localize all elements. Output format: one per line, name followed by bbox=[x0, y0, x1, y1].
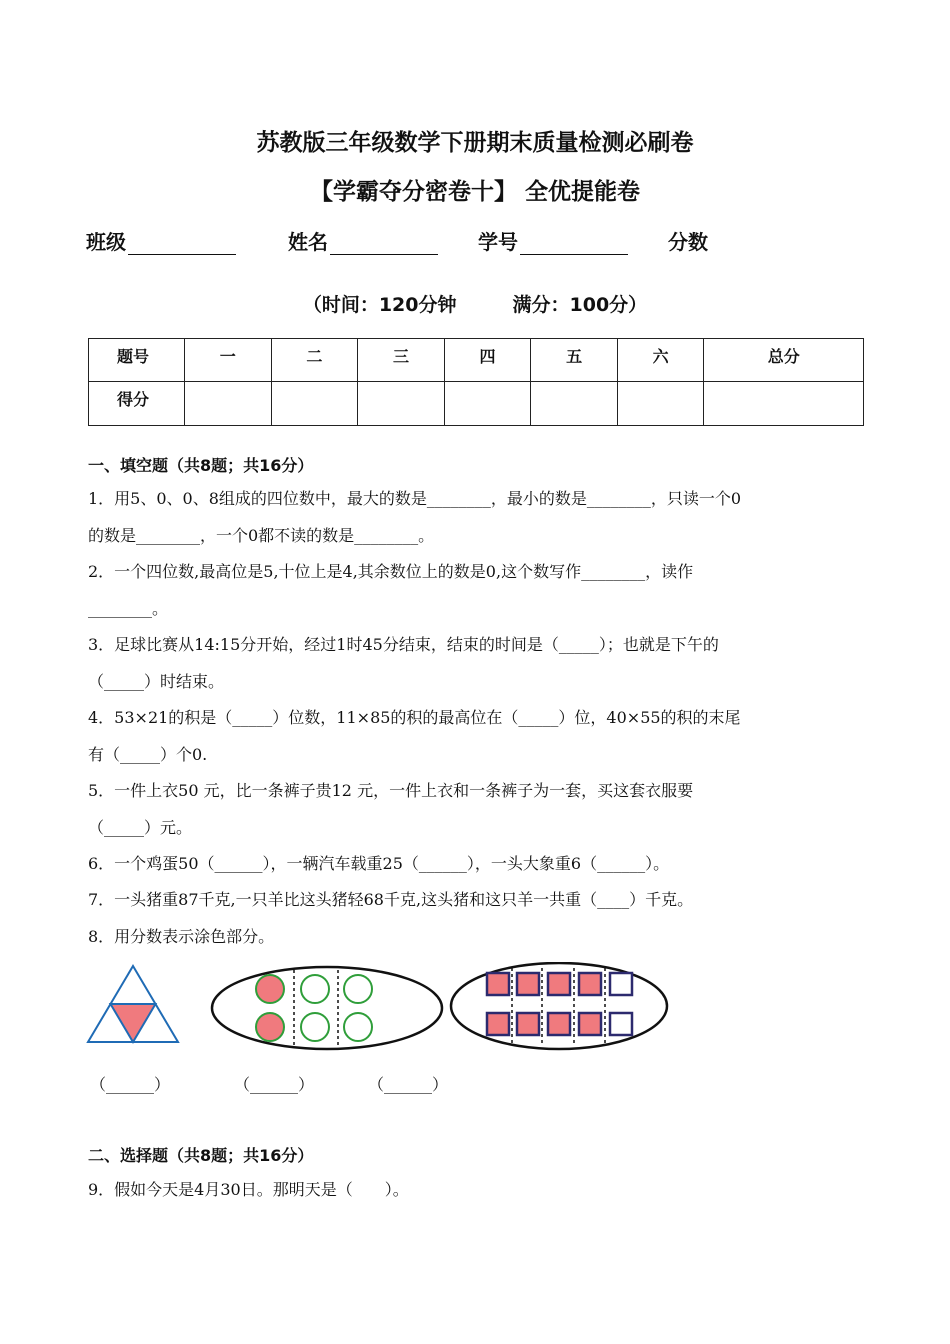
student-id-label: 学号 bbox=[478, 230, 518, 254]
exam-full-score: 满分：100分） bbox=[512, 294, 648, 316]
header-cell: 题号 bbox=[89, 339, 185, 382]
question-line: 的数是________，一个0都不读的数是________。 bbox=[88, 526, 435, 545]
question-line: 1．用5、0、0、8组成的四位数中，最大的数是________，最小的数是________，只读一个0 bbox=[88, 489, 742, 508]
section1-title: 一、填空题（共8题；共16分） bbox=[88, 456, 314, 475]
score-row-label: 得分 bbox=[89, 382, 185, 426]
question-line: （_____）时结束。 bbox=[88, 672, 225, 691]
score-cell[interactable] bbox=[185, 382, 272, 426]
score-table-score-row bbox=[89, 382, 864, 426]
header-cell: 三 bbox=[358, 339, 445, 382]
score-cell[interactable] bbox=[358, 382, 445, 426]
exam-subtitle: 【学霸夺分密卷十】 全优提能卷 bbox=[309, 179, 640, 205]
question-line: 9．假如今天是4月30日。那明天是（ ）。 bbox=[88, 1180, 409, 1199]
question-line: 2．一个四位数,最高位是5,十位上是4,其余数位上的数是0,这个数写作________，读作 bbox=[88, 562, 694, 581]
header-cell: 四 bbox=[444, 339, 531, 382]
question-line: 4．53×21的积是（_____）位数，11×85的积的最高位在（_____）位，40×55的积的末尾 bbox=[88, 708, 741, 727]
squares-figure bbox=[451, 963, 667, 1049]
question-line: 有（_____）个0. bbox=[88, 745, 208, 764]
name-label: 姓名 bbox=[288, 230, 328, 254]
score-table-header-row bbox=[89, 339, 864, 382]
exam-title: 苏教版三年级数学下册期末质量检测必刷卷 bbox=[256, 130, 694, 156]
triangle-figure bbox=[88, 966, 178, 1042]
class-blank[interactable] bbox=[128, 232, 236, 255]
score-cell[interactable] bbox=[271, 382, 358, 426]
figure-answer-blank[interactable]: （______） bbox=[368, 1075, 449, 1094]
question-line: ________。 bbox=[88, 599, 169, 618]
question-line: 8．用分数表示涂色部分。 bbox=[88, 927, 275, 946]
question-line: 3．足球比赛从14:15分开始，经过1时45分结束，结束的时间是（_____）；也就是下午的 bbox=[88, 635, 719, 654]
exam-time: （时间：120分钟 bbox=[302, 294, 457, 316]
name-blank[interactable] bbox=[330, 232, 438, 255]
class-label: 班级 bbox=[86, 230, 126, 254]
section2-title: 二、选择题（共8题；共16分） bbox=[88, 1146, 314, 1165]
circles-figure bbox=[212, 967, 442, 1049]
score-cell[interactable] bbox=[617, 382, 704, 426]
class-field[interactable] bbox=[86, 226, 236, 255]
header-cell: 六 bbox=[617, 339, 704, 382]
score-table bbox=[88, 338, 864, 426]
score-label: 分数 bbox=[668, 230, 708, 254]
header-cell: 一 bbox=[185, 339, 272, 382]
score-cell[interactable] bbox=[444, 382, 531, 426]
score-cell[interactable] bbox=[531, 382, 618, 426]
header-cell: 二 bbox=[271, 339, 358, 382]
question-line: （_____）元。 bbox=[88, 818, 193, 837]
exam-meta bbox=[0, 290, 950, 317]
question-line: 7．一头猪重87千克,一只羊比这头猪轻68千克,这头猪和这只羊一共重（____）千克。 bbox=[88, 890, 694, 909]
header-cell: 五 bbox=[531, 339, 618, 382]
student-info-row bbox=[86, 226, 866, 256]
name-field[interactable] bbox=[288, 226, 438, 255]
question-line: 6．一个鸡蛋50（______），一辆汽车载重25（______），一头大象重6（______）。 bbox=[88, 854, 670, 873]
figure-answer-blank[interactable]: （______） bbox=[90, 1075, 171, 1094]
question-line: 5．一件上衣50 元，比一条裤子贵12 元，一件上衣和一条裤子为一套，买这套衣服要 bbox=[88, 781, 694, 800]
fraction-figures bbox=[86, 962, 686, 1052]
figure-answer-blank[interactable]: （______） bbox=[234, 1075, 315, 1094]
student-id-blank[interactable] bbox=[520, 232, 628, 255]
student-id-field[interactable] bbox=[478, 226, 628, 255]
header-cell: 总分 bbox=[704, 339, 864, 382]
score-field bbox=[668, 226, 708, 255]
score-cell[interactable] bbox=[704, 382, 864, 426]
